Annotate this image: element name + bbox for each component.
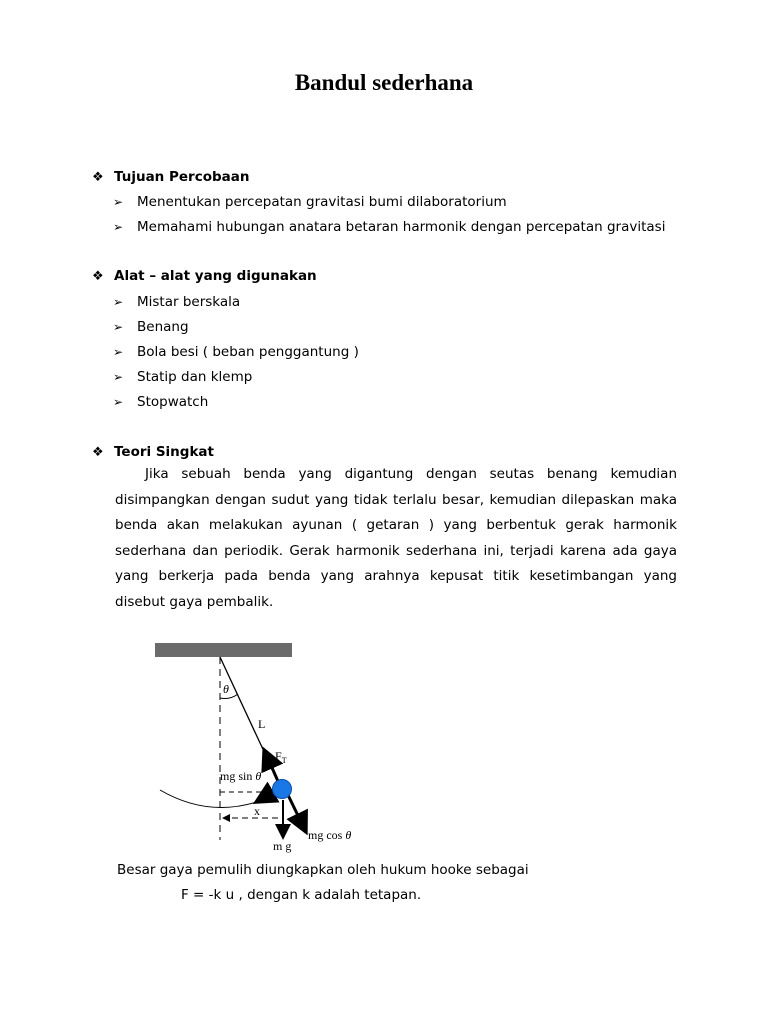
list-item-label: Statip dan klemp xyxy=(137,369,253,385)
list-item-label: Bola besi ( beban penggantung ) xyxy=(137,344,359,360)
list-item-label: Memahami hubungan anatara betaran harmonik dengan percepatan gravitasi xyxy=(137,219,666,235)
diamond-bullet-icon: ❖ xyxy=(92,268,104,284)
diamond-bullet-icon: ❖ xyxy=(92,169,104,185)
arrow-bullet-icon: ➢ xyxy=(113,345,124,359)
normal-component-arrow xyxy=(288,795,305,830)
paragraph-line: disebut gaya pembalik. xyxy=(115,593,274,610)
mg-cos-label: mg cos θ xyxy=(308,828,352,842)
arrow-bullet-icon: ➢ xyxy=(113,220,124,234)
section-heading-label: Teori Singkat xyxy=(114,444,214,460)
page-title: Bandul sederhana xyxy=(294,70,474,95)
arrow-bullet-icon: ➢ xyxy=(113,195,124,209)
arrow-bullet-icon: ➢ xyxy=(113,320,124,334)
length-label: L xyxy=(258,717,266,731)
paragraph-line: sederhana dan periodik. Gerak harmonik sederhana ini, terjadi karena ada gaya xyxy=(115,542,677,559)
pendulum-ball xyxy=(273,780,292,799)
list-item-label: Menentukan percepatan gravitasi bumi dilaboratorium xyxy=(137,194,507,210)
diamond-bullet-icon: ❖ xyxy=(92,444,104,460)
section-heading-alat xyxy=(92,268,317,284)
list-item xyxy=(113,394,208,410)
arrow-bullet-icon: ➢ xyxy=(113,295,124,309)
pendulum-diagram xyxy=(150,640,370,855)
ceiling-support xyxy=(155,643,292,657)
list-item-label: Mistar berskala xyxy=(137,294,241,310)
theory-paragraph xyxy=(115,462,677,616)
list-item xyxy=(113,294,240,310)
arrow-bullet-icon: ➢ xyxy=(113,370,124,384)
section-heading-tujuan xyxy=(92,169,249,185)
arrow-bullet-icon: ➢ xyxy=(113,395,124,409)
paragraph-line: benda akan melakukan ayunan ( getaran ) yang berbentuk gerak harmonik xyxy=(115,517,677,534)
mg-sin-label: mg sin θ xyxy=(220,769,262,783)
list-item xyxy=(113,369,252,385)
weight-label: m g xyxy=(273,839,292,853)
swing-arc xyxy=(160,790,285,808)
paragraph-line: disimpangkan dengan sudut yang tidak terlalu besar, kemudian dilepaskan maka xyxy=(115,491,677,508)
paragraph-line: yang berkerja pada benda yang arahnya kepusat titik kesetimbangan yang xyxy=(115,568,677,585)
section-heading-label: Tujuan Percobaan xyxy=(114,169,250,185)
paragraph-line: Jika sebuah benda yang digantung dengan seutas benang kemudian xyxy=(145,466,677,482)
formula-line: F = -k u , dengan k adalah tetapan. xyxy=(181,887,422,903)
list-item xyxy=(113,219,665,235)
list-item-label: Benang xyxy=(137,319,189,335)
tension-label: $F_T$ xyxy=(275,749,287,765)
list-item xyxy=(113,194,507,210)
list-item xyxy=(113,344,359,360)
list-item xyxy=(113,319,189,335)
displacement-label: x xyxy=(254,804,260,818)
theta-label: θ xyxy=(223,682,229,696)
list-item-label: Stopwatch xyxy=(137,394,209,410)
caption-line: Besar gaya pemulih diungkapkan oleh hukum hooke sebagai xyxy=(117,862,529,878)
section-heading-label: Alat – alat yang digunakan xyxy=(114,268,317,284)
section-heading-teori xyxy=(92,444,214,460)
